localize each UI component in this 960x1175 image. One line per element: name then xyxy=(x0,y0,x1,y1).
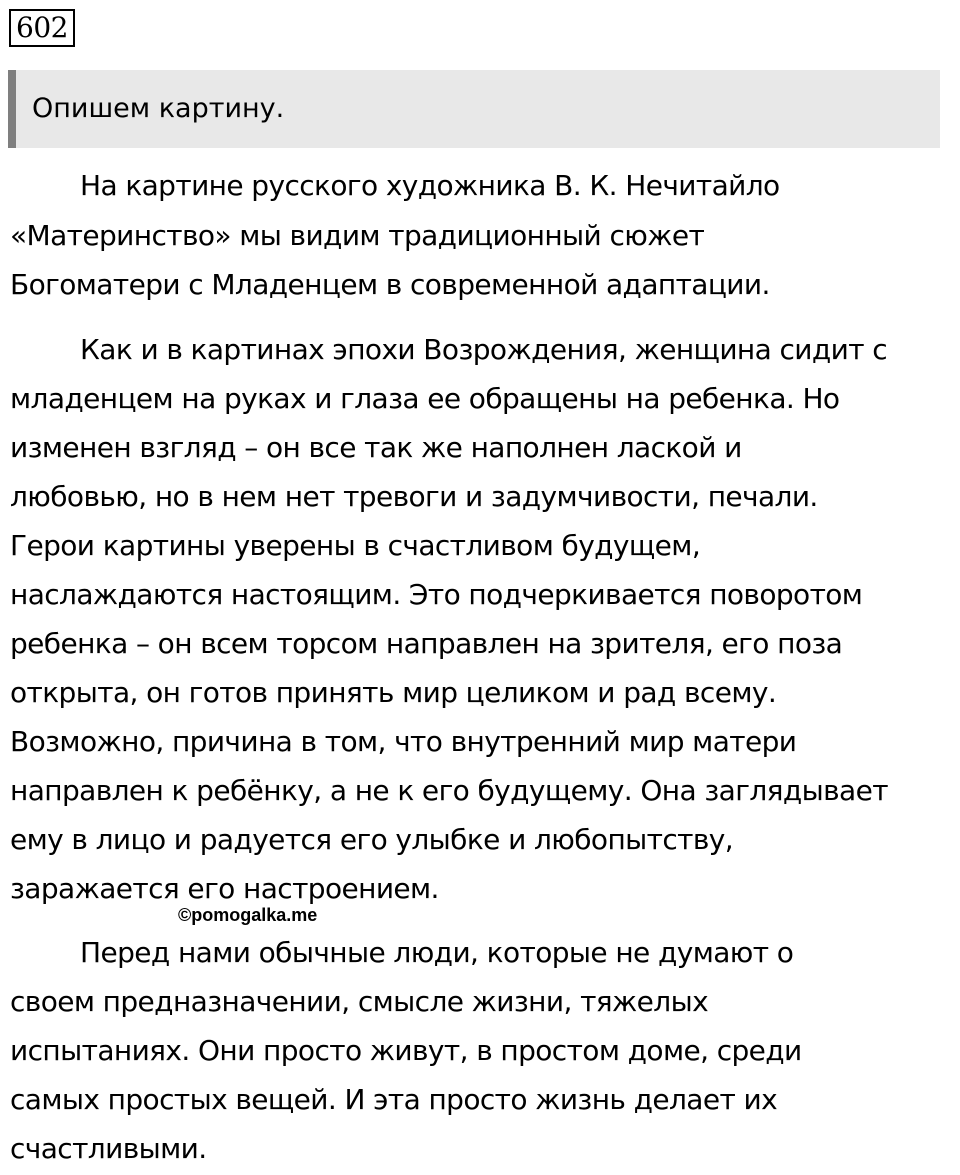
paragraph-2-line-6: наслаждаются настоящим. Это подчеркивается поворотом xyxy=(10,578,863,611)
paragraph-2-line-4: любовью, но в нем нет тревоги и задумчивости, печали. xyxy=(10,480,818,513)
paragraph-1-line-3: Богоматери с Младенцем в современной адаптации. xyxy=(10,268,770,301)
paragraph-1-line-1: На картине русского художника В. К. Нечитайло xyxy=(80,169,780,202)
paragraph-2-line-3: изменен взгляд – он все так же наполнен лаской и xyxy=(10,431,742,464)
paragraph-3-line-1: Перед нами обычные люди, которые не думают о xyxy=(80,936,794,969)
paragraph-2-line-2: младенцем на руках и глаза ее обращены на ребенка. Но xyxy=(10,382,840,415)
paragraph-3-line-2: своем предназначении, смысле жизни, тяжелых xyxy=(10,985,709,1018)
paragraph-2-line-10: направлен к ребёнку, а не к его будущему. Она заглядывает xyxy=(10,774,888,807)
heading-bar xyxy=(8,70,940,148)
paragraph-2-line-1: Как и в картинах эпохи Возрождения, женщина сидит с xyxy=(80,333,888,366)
watermark-text: ©pomogalka.me xyxy=(178,905,318,925)
heading-text: Опишем картину. xyxy=(32,93,285,124)
paragraph-2-line-7: ребенка – он всем торсом направлен на зрителя, его поза xyxy=(10,627,843,660)
paragraph-2-line-11: ему в лицо и радуется его улыбке и любопытству, xyxy=(10,823,734,856)
paragraph-2-line-8: открыта, он готов принять мир целиком и рад всему. xyxy=(10,676,777,709)
paragraph-2-line-9: Возможно, причина в том, что внутренний мир матери xyxy=(10,725,797,758)
task-number: 602 xyxy=(9,9,75,47)
paragraph-3-line-5: счастливыми. xyxy=(10,1132,207,1165)
paragraph-3-line-3: испытаниях. Они просто живут, в простом доме, среди xyxy=(10,1034,802,1067)
paragraph-3-line-4: самых простых вещей. И эта просто жизнь делает их xyxy=(10,1083,778,1116)
paragraph-2-line-12: заражается его настроением. xyxy=(10,872,439,905)
paragraph-2-line-5: Герои картины уверены в счастливом будущем, xyxy=(10,529,701,562)
paragraph-1-line-2: «Материнство» мы видим традиционный сюжет xyxy=(10,219,705,252)
